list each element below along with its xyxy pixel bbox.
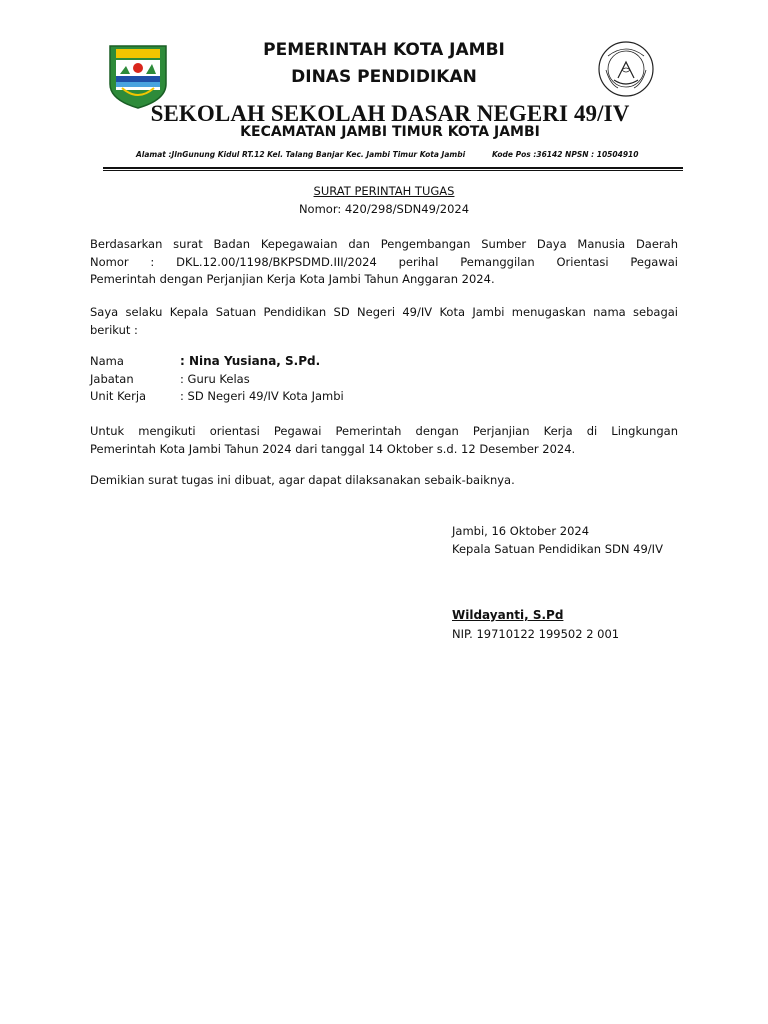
paragraph-assignment — [90, 304, 678, 339]
identity-row-unit — [90, 389, 344, 403]
paragraph-line: Saya selaku Kepala Satuan Pendidikan SD Negeri 49/IV Kota Jambi menugaskan nama sebagai — [90, 305, 678, 319]
paragraph-line: Pemerintah dengan Perjanjian Kerja Kota Jambi Tahun Anggaran 2024. — [90, 272, 495, 287]
school-name: SEKOLAH SEKOLAH DASAR NEGERI 49/IV — [150, 101, 630, 126]
name-value: : Nina Yusiana, S.Pd. — [180, 354, 321, 368]
paragraph-reference — [90, 236, 678, 289]
paragraph-line: Pemerintah Kota Jambi Tahun 2024 dari tanggal 14 Oktober s.d. 12 Desember 2024. — [90, 441, 576, 456]
letterhead-divider-thick — [103, 167, 683, 169]
signature-place-date: Jambi, 16 Oktober 2024 — [452, 524, 590, 538]
letter-number: Nomor: 420/298/SDN49/2024 — [298, 202, 470, 216]
signature-role: Kepala Satuan Pendidikan SDN 49/IV — [452, 542, 663, 556]
paragraph-line: Berdasarkan surat Badan Kepegawaian dan Pengembangan Sumber Daya Manusia Daerah — [90, 237, 678, 251]
department-heading: DINAS PENDIDIKAN — [291, 67, 477, 87]
paragraph-line: Nomor : DKL.12.00/1198/BKPSDMD.III/2024 perihal Pemanggilan Orientasi Pegawai — [90, 254, 678, 269]
paragraph-line: Demikian surat tugas ini dibuat, agar dapat dilaksanakan sebaik-baiknya. — [90, 473, 515, 487]
unit-value: : SD Negeri 49/IV Kota Jambi — [180, 389, 344, 403]
letter-title: SURAT PERINTAH TUGAS — [313, 184, 455, 198]
paragraph-line: Untuk mengikuti orientasi Pegawai Pemerintah dengan Perjanjian Kerja di Lingkungan — [90, 424, 678, 438]
name-label: Nama — [90, 354, 124, 368]
postal-npsn-codes: Kode Pos :36142 NPSN : 10504910 — [492, 150, 639, 159]
paragraph-closing — [90, 472, 678, 490]
paragraph-line: berikut : — [90, 322, 138, 337]
position-value: : Guru Kelas — [180, 372, 250, 386]
signatory-name: Wildayanti, S.Pd — [452, 608, 564, 622]
unit-label: Unit Kerja — [90, 389, 147, 403]
government-heading: PEMERINTAH KOTA JAMBI — [263, 40, 505, 60]
position-label: Jabatan — [90, 372, 134, 386]
identity-row-position — [90, 372, 250, 386]
district-name: KECAMATAN JAMBI TIMUR KOTA JAMBI — [240, 124, 540, 140]
letterhead-divider-thin — [103, 170, 683, 171]
school-address: Alamat :JlnGunung Kidul RT.12 Kel. Talang Banjar Kec. Jambi Timur Kota Jambi — [136, 150, 466, 159]
paragraph-orientation — [90, 423, 678, 458]
identity-row-name — [90, 354, 320, 368]
signatory-nip: NIP. 19710122 199502 2 001 — [452, 627, 620, 641]
